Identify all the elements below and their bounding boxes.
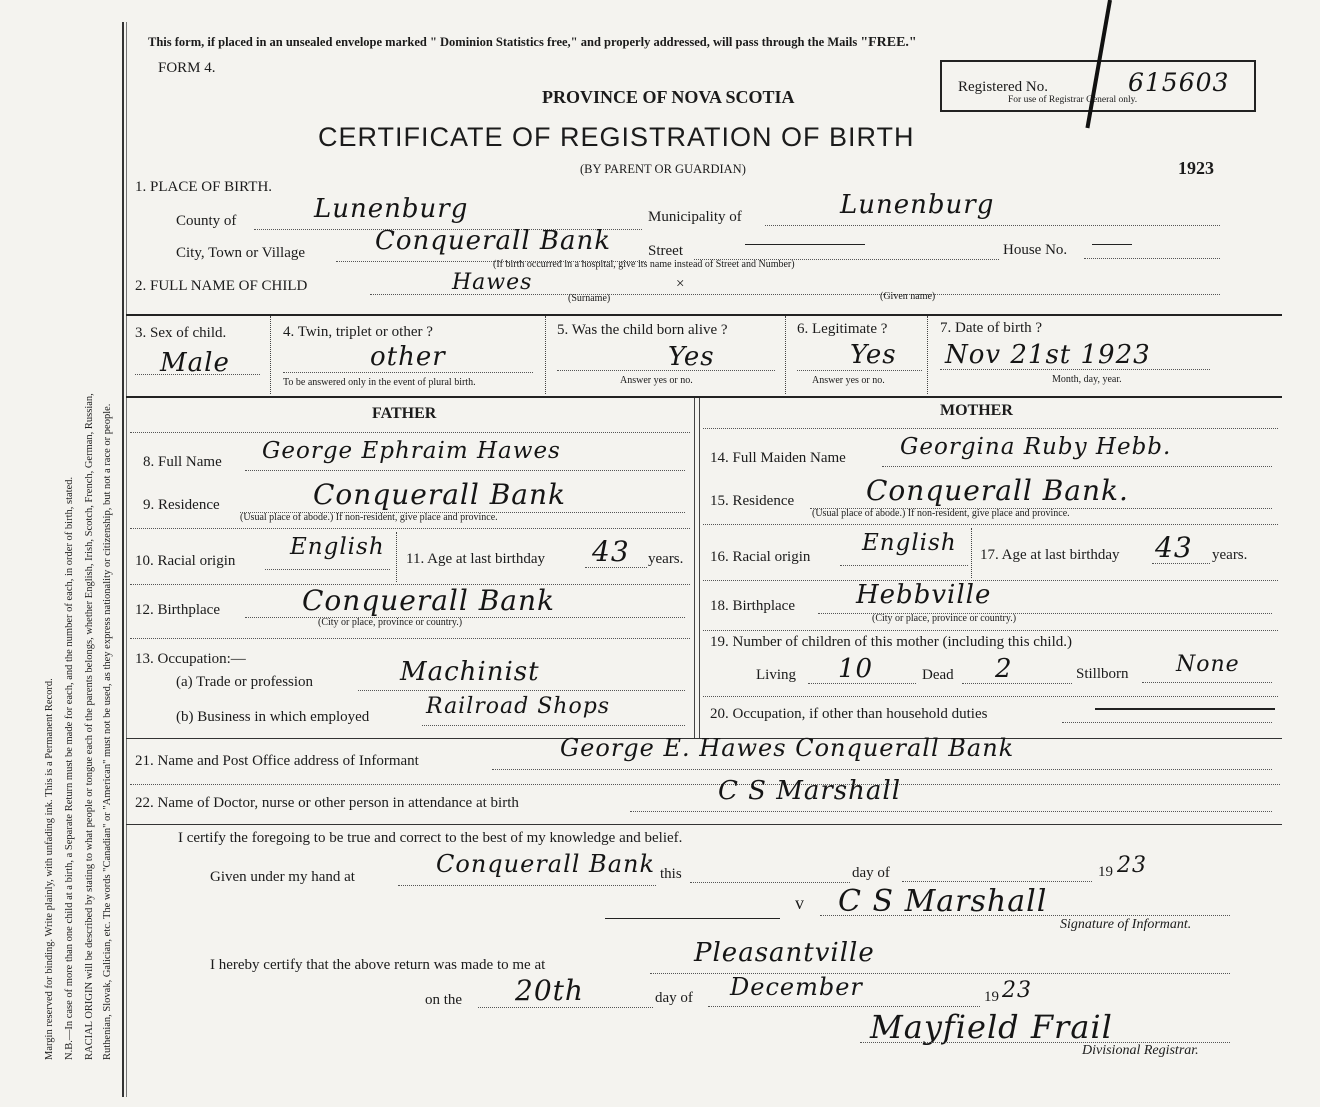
father-heading: FATHER (372, 405, 437, 422)
mother-age-value: 43 (1155, 531, 1193, 564)
informant-signature-label: Signature of Informant. (1060, 917, 1192, 932)
mother-birthplace-rule (703, 630, 1278, 631)
father-abode-note: (Usual place of abode.) If non-resident, give place and province. (240, 512, 498, 523)
house-line (1084, 258, 1220, 259)
mother-children-rule (703, 696, 1278, 697)
father-trade-value: Machinist (400, 657, 540, 687)
legitimate-note: Answer yes or no. (812, 375, 885, 386)
child-name-label: 2. FULL NAME OF CHILD (135, 278, 308, 294)
father-birthplace-value: Conquerall Bank (302, 584, 555, 617)
date-of-birth-note: Month, day, year. (1052, 374, 1122, 385)
county-label: County of (176, 213, 237, 229)
house-dash (1092, 244, 1132, 245)
living-value: 10 (838, 654, 874, 684)
mother-age-label: 17. Age at last birthday (980, 547, 1120, 563)
mother-heading: MOTHER (940, 402, 1013, 419)
registrar-day-of-label: day of (655, 990, 693, 1006)
municipality-value: Lunenburg (840, 190, 995, 220)
place-of-birth-label: 1. PLACE OF BIRTH. (135, 179, 273, 195)
father-business-line (422, 725, 685, 726)
stillborn-value: None (1176, 652, 1240, 677)
registrar-month-value: December (730, 973, 863, 1001)
given-name-note: (Given name) (880, 291, 936, 302)
father-trade-label: (a) Trade or profession (176, 674, 314, 690)
province-heading: PROVINCE OF NOVA SCOTIA (542, 87, 795, 107)
mother-occupation-label: 20. Occupation, if other than household duties (710, 706, 988, 722)
doctor-value: C S Marshall (718, 776, 902, 806)
municipality-line (765, 225, 1220, 226)
informant-signature-mark: v (795, 893, 804, 913)
father-heading-rule (130, 432, 690, 433)
certify-text: I certify the foregoing to be true and correct to the best of my knowledge and belief. (178, 830, 683, 846)
row3-sep-1 (270, 316, 271, 394)
twin-value: other (370, 342, 446, 372)
registrar-on-the-label: on the (425, 992, 463, 1008)
given-year-prefix: 19 (1098, 864, 1113, 880)
father-birthplace-note: (City or place, province or country.) (318, 617, 463, 628)
father-age-years: years. (648, 551, 684, 567)
living-line (808, 683, 916, 684)
registered-no-value: 615603 (1128, 68, 1230, 97)
father-age-line (585, 567, 647, 568)
mother-birthplace-label: 18. Birthplace (710, 598, 795, 614)
parent-column-divider (694, 398, 695, 738)
stillborn-line (1142, 682, 1272, 683)
given-year-value: 23 (1117, 853, 1147, 878)
father-name-label: 8. Full Name (143, 454, 222, 470)
father-business-value: Railroad Shops (426, 694, 611, 719)
stillborn-label: Stillborn (1076, 666, 1129, 682)
mother-residence-label: 15. Residence (710, 493, 795, 509)
sex-line (135, 374, 260, 375)
twin-note: To be answered only in the event of plural birth. (283, 377, 476, 388)
father-birthplace-rule (130, 638, 690, 639)
father-residence-value: Conquerall Bank (313, 478, 566, 511)
mother-abode-note: (Usual place of abode.) If non-resident, give place and province. (812, 508, 1070, 519)
form-number: FORM 4. (158, 60, 216, 76)
doctor-bottom-rule (126, 824, 1282, 825)
mother-age-years: years. (1212, 547, 1248, 563)
registered-no-label: Registered No. (958, 79, 1048, 95)
street-label: Street (648, 243, 683, 259)
born-alive-label: 5. Was the child born alive ? (557, 322, 728, 338)
father-racial-label: 10. Racial origin (135, 553, 236, 569)
hospital-note: (If birth occurred in a hospital, give its name instead of Street and Number) (493, 259, 795, 270)
living-label: Living (756, 667, 796, 683)
mother-children-label: 19. Number of children of this mother (including this child.) (710, 634, 1073, 650)
born-alive-line (557, 370, 775, 371)
registrar-month-line (708, 1006, 980, 1007)
registrar-year-prefix: 19 (984, 989, 999, 1005)
dead-line (962, 683, 1072, 684)
registrar-signature-value: Mayfield Frail (870, 1008, 1113, 1046)
registrar-certify-label: I hereby certify that the above return was made to me at (210, 957, 546, 973)
sex-value: Male (160, 348, 230, 378)
father-racial-sep (396, 532, 397, 582)
surname-note: (Surname) (568, 293, 611, 304)
mother-name-line (882, 466, 1272, 467)
father-birthplace-label: 12. Birthplace (135, 602, 220, 618)
row3-sep-3 (785, 316, 786, 394)
margin-multiple-birth-note: N.B.—In case of more than one child at a birth, a Separate Return must be made for each, and the number of each, in order of birth, stated. (64, 476, 75, 1060)
informant-signature-rule (605, 918, 780, 919)
mother-birthplace-note: (City or place, province or country.) (872, 613, 1017, 624)
registrar-day-line (478, 1007, 653, 1008)
municipality-label: Municipality of (648, 209, 742, 225)
mother-occupation-dash (1095, 708, 1275, 710)
doctor-line (630, 811, 1272, 812)
form-left-border-inner (126, 22, 127, 1097)
born-alive-note: Answer yes or no. (620, 375, 693, 386)
mother-occupation-line (1062, 722, 1272, 723)
mail-notice: This form, if placed in an unsealed envelope marked " Dominion Statistics free," and properly addressed, will pass through the Mails "FREE." (148, 35, 917, 50)
informant-line (492, 769, 1272, 770)
row3-sep-2 (545, 316, 546, 394)
dead-value: 2 (995, 654, 1013, 684)
informant-signature-line (820, 915, 1230, 916)
father-trade-line (358, 690, 685, 691)
legitimate-label: 6. Legitimate ? (797, 321, 888, 337)
given-day-of-label: day of (852, 865, 890, 881)
child-name-mark: × (676, 276, 685, 292)
sex-label: 3. Sex of child. (135, 325, 227, 341)
county-value: Lunenburg (314, 194, 469, 224)
child-name-value: Hawes (452, 270, 533, 295)
registrar-use-note: For use of Registrar General only. (1008, 95, 1138, 105)
parents-top-rule (126, 396, 1282, 398)
informant-rule (130, 784, 1280, 785)
registrar-year-value: 23 (1002, 978, 1032, 1003)
father-residence-rule (130, 528, 690, 529)
given-day-of-line (902, 881, 1092, 882)
city-value: Conquerall Bank (375, 226, 611, 256)
given-place-line (398, 885, 656, 886)
father-name-line (245, 470, 685, 471)
mother-heading-rule (703, 428, 1278, 429)
mother-racial-sep (971, 528, 972, 578)
certificate-title: CERTIFICATE OF REGISTRATION OF BIRTH (318, 122, 915, 152)
house-label: House No. (1003, 242, 1068, 258)
father-age-value: 43 (592, 535, 630, 568)
given-this-line (690, 882, 850, 883)
twin-label: 4. Twin, triplet or other ? (283, 324, 433, 340)
row3-sep-4 (927, 316, 928, 394)
father-name-value: George Ephraim Hawes (262, 438, 561, 464)
registrar-day-value: 20th (515, 974, 584, 1007)
margin-racial-origin-note-2: Ruthenian, Slovak, Galician, etc. The words "Canadian" or "American" must not be used, as they express nationality or citizenship, but not a race or people. (102, 403, 113, 1060)
given-this-label: this (660, 866, 682, 882)
dead-label: Dead (922, 667, 954, 683)
father-racial-value: English (290, 534, 385, 560)
mother-name-label: 14. Full Maiden Name (710, 450, 846, 466)
mother-residence-value: Conquerall Bank. (866, 474, 1129, 507)
father-age-label: 11. Age at last birthday (406, 551, 545, 567)
given-place-value: Conquerall Bank (436, 850, 655, 878)
city-label: City, Town or Village (176, 245, 306, 261)
father-racial-line (265, 569, 390, 570)
year-stamp: 1923 (1178, 158, 1214, 178)
informant-label: 21. Name and Post Office address of Informant (135, 753, 419, 769)
form-left-border (122, 22, 124, 1097)
mother-racial-label: 16. Racial origin (710, 549, 811, 565)
registrar-role-label: Divisional Registrar. (1082, 1043, 1199, 1058)
mother-racial-line (840, 565, 968, 566)
father-birthplace-line (245, 617, 685, 618)
father-occupation-label: 13. Occupation:— (135, 651, 246, 667)
margin-binding-note: Margin reserved for binding. Write plainly, with unfading ink. This is a Permanent Record. (44, 678, 55, 1060)
father-business-label: (b) Business in which employed (176, 709, 370, 725)
certificate-subtitle: (BY PARENT OR GUARDIAN) (580, 162, 746, 176)
street-dash (745, 244, 865, 245)
date-of-birth-value: Nov 21st 1923 (945, 340, 1151, 370)
informant-signature-value: C S Marshall (838, 884, 1048, 919)
registrar-place-value: Pleasantville (694, 938, 875, 968)
born-alive-value: Yes (668, 342, 715, 372)
legitimate-value: Yes (850, 340, 897, 370)
margin-racial-origin-note-1: RACIAL ORIGIN will be described by stating to what people or tongue each of the parents belongs, whether English, Irish, Scotch, French, German, Russian, (84, 393, 95, 1060)
twin-line (283, 372, 533, 373)
doctor-label: 22. Name of Doctor, nurse or other person in attendance at birth (135, 795, 519, 811)
date-of-birth-line (940, 369, 1210, 370)
mother-residence-rule (703, 524, 1278, 525)
mother-age-line (1152, 563, 1210, 564)
informant-value: George E. Hawes Conquerall Bank (560, 734, 1015, 762)
mother-birthplace-value: Hebbville (856, 580, 992, 610)
date-of-birth-label: 7. Date of birth ? (940, 320, 1043, 336)
legitimate-line (797, 370, 922, 371)
father-residence-label: 9. Residence (143, 497, 220, 513)
parent-column-divider-2 (699, 398, 700, 738)
row3-top-rule (126, 314, 1282, 316)
mother-name-value: Georgina Ruby Hebb. (900, 434, 1172, 460)
given-under-hand-label: Given under my hand at (210, 869, 355, 885)
mother-racial-value: English (862, 530, 957, 556)
